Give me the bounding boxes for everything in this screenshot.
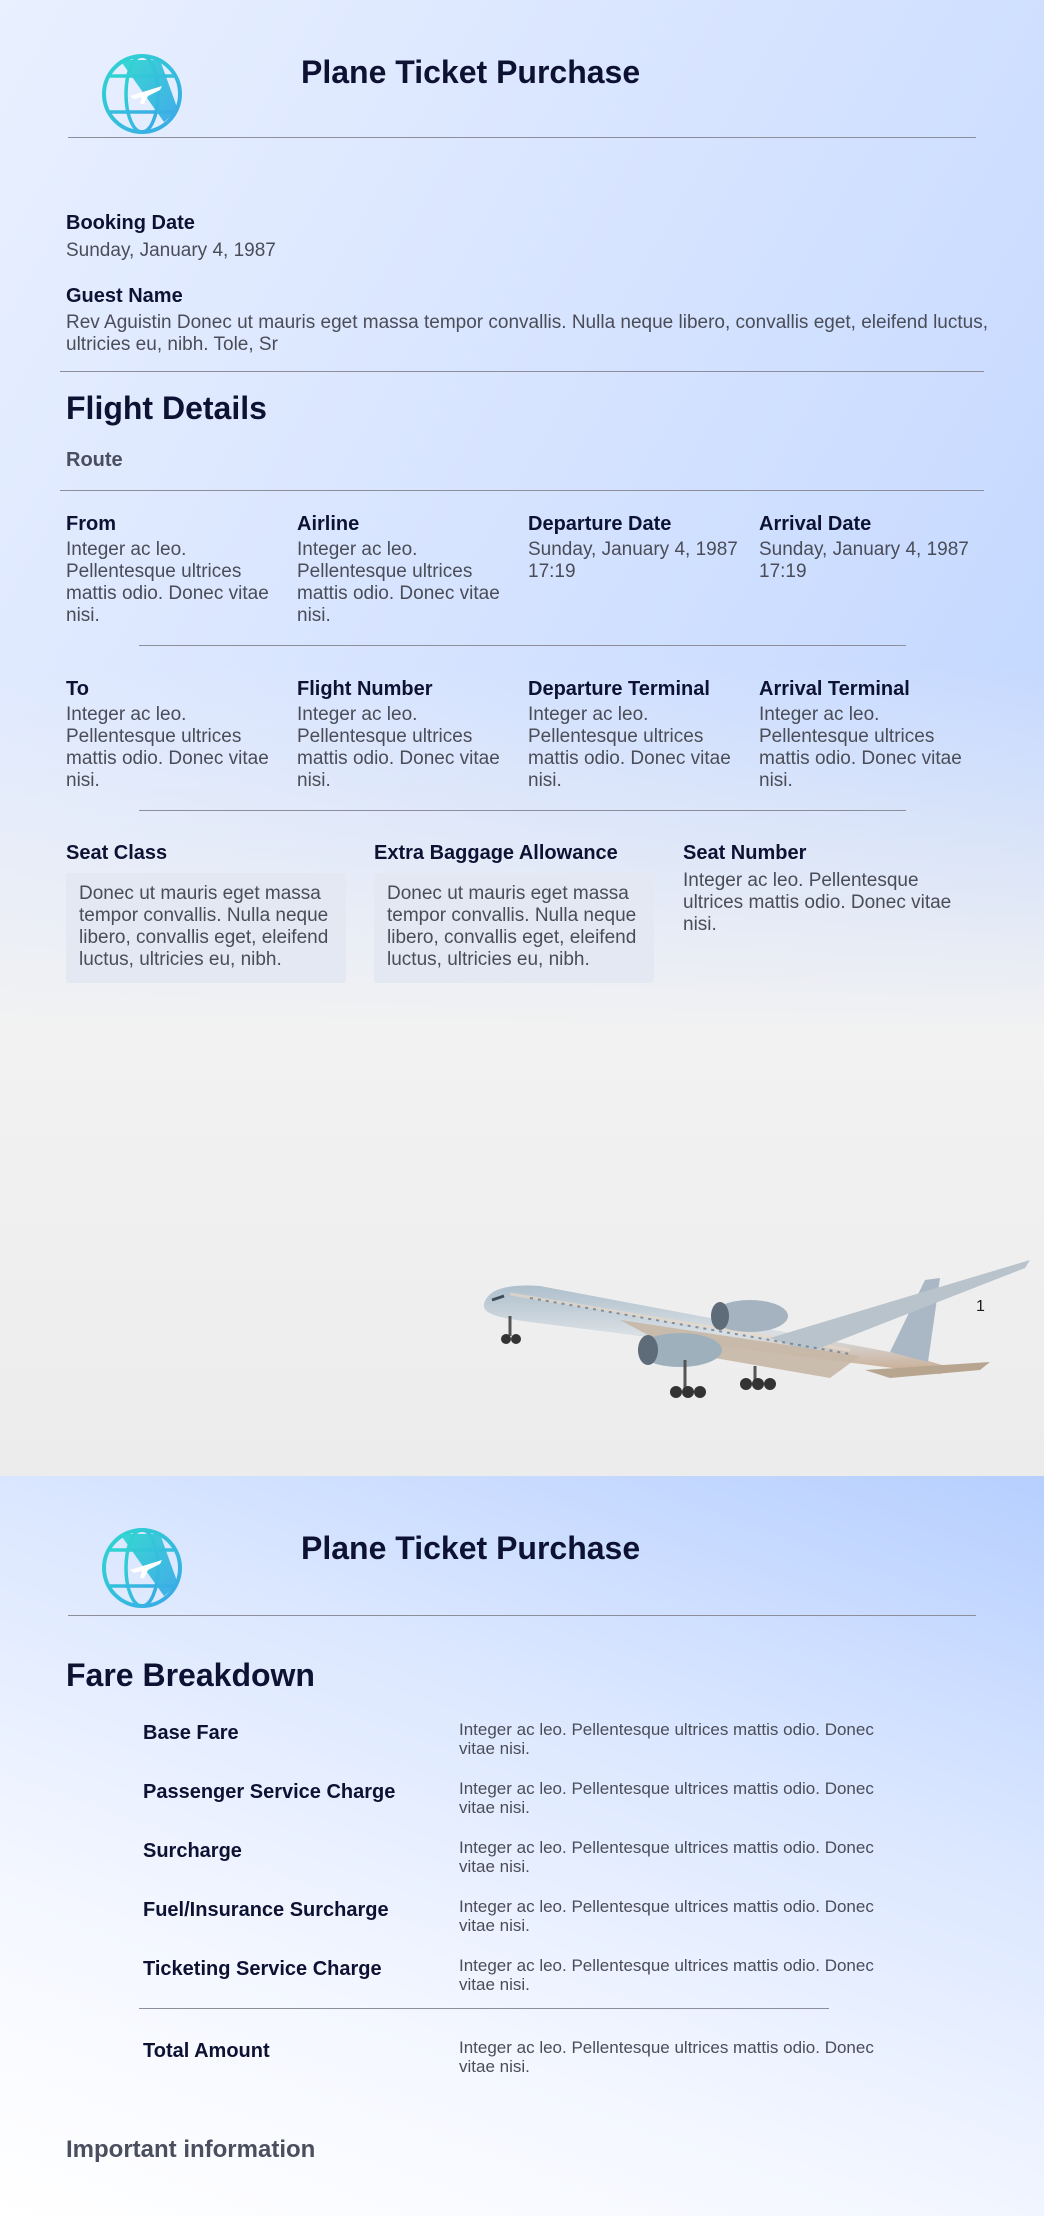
- fare-label: Passenger Service Charge: [143, 1781, 396, 1803]
- flight-number-field: [297, 678, 528, 792]
- airline-value: Integer ac leo. Pellentesque ultrices mattis odio. Donec vitae nisi.: [297, 539, 500, 626]
- globe-plane-icon: [100, 1526, 184, 1610]
- baggage-field: [374, 842, 654, 983]
- departure-date-value: Sunday, January 4, 1987 17:19: [528, 539, 738, 582]
- total-value: Integer ac leo. Pellentesque ultrices mattis odio. Donec vitae nisi.: [459, 2038, 874, 2076]
- baggage-label: Extra Baggage Allowance: [374, 842, 618, 864]
- airline-field: [297, 513, 528, 627]
- fare-value: Integer ac leo. Pellentesque ultrices mattis odio. Donec vitae nisi.: [459, 1956, 874, 1994]
- page-number: 1: [976, 1298, 985, 1315]
- departure-date-label: Departure Date: [528, 513, 672, 535]
- from-value: Integer ac leo. Pellentesque ultrices mattis odio. Donec vitae nisi.: [66, 539, 269, 626]
- fare-row: [143, 1720, 893, 1779]
- document-title: Plane Ticket Purchase: [301, 1530, 641, 1566]
- important-information-heading: Important information: [66, 2136, 316, 2163]
- route-subheading: Route: [66, 449, 123, 471]
- arrival-terminal-label: Arrival Terminal: [759, 678, 910, 700]
- airplane-photo: [470, 1260, 1040, 1420]
- section-divider: [60, 371, 984, 372]
- globe-plane-icon: [100, 52, 184, 136]
- seat-class-field: [66, 842, 346, 983]
- arrival-date-field: [759, 513, 991, 627]
- departure-date-field: [528, 513, 759, 627]
- route-row-1: [66, 513, 991, 627]
- flight-details-heading: Flight Details: [66, 390, 267, 426]
- fare-row: [143, 1956, 893, 2015]
- header-divider: [68, 1615, 976, 1616]
- fare-label: Ticketing Service Charge: [143, 1958, 382, 1980]
- to-field: [66, 678, 297, 792]
- header-divider: [68, 137, 976, 138]
- seat-number-value: Integer ac leo. Pellentesque ultrices mattis odio. Donec vitae nisi.: [683, 870, 952, 935]
- guest-name-value: Rev Aguistin Donec ut mauris eget massa tempor convallis. Nulla neque libero, convallis eget, eleifend luctus, ultricies eu, nibh. Tole, Sr: [66, 312, 988, 355]
- total-label: Total Amount: [143, 2040, 270, 2062]
- arrival-date-label: Arrival Date: [759, 513, 872, 535]
- seat-number-label: Seat Number: [683, 842, 807, 864]
- seat-number-field: [683, 842, 983, 936]
- departure-terminal-label: Departure Terminal: [528, 678, 710, 700]
- fare-value: Integer ac leo. Pellentesque ultrices mattis odio. Donec vitae nisi.: [459, 1897, 874, 1935]
- fare-total: [143, 2038, 893, 2076]
- arrival-terminal-field: [759, 678, 991, 792]
- from-field: [66, 513, 297, 627]
- route-row-2: [66, 678, 991, 792]
- seat-class-label: Seat Class: [66, 842, 168, 864]
- fare-value: Integer ac leo. Pellentesque ultrices mattis odio. Donec vitae nisi.: [459, 1779, 874, 1817]
- seat-class-value: Donec ut mauris eget massa tempor convallis. Nulla neque libero, convallis eget, eleifend luctus, ultricies eu, nibh.: [66, 873, 346, 983]
- to-label: To: [66, 678, 89, 700]
- flight-number-label: Flight Number: [297, 678, 433, 700]
- baggage-value: Donec ut mauris eget massa tempor convallis. Nulla neque libero, convallis eget, eleifend luctus, ultricies eu, nibh.: [374, 873, 654, 983]
- route-divider: [60, 490, 984, 491]
- fare-list: [143, 1720, 893, 2015]
- airline-label: Airline: [297, 513, 360, 535]
- arrival-terminal-value: Integer ac leo. Pellentesque ultrices mattis odio. Donec vitae nisi.: [759, 704, 962, 791]
- page-2: [0, 1476, 1044, 2216]
- page-header: [0, 1476, 1044, 1616]
- fare-label: Surcharge: [143, 1840, 242, 1862]
- fare-value: Integer ac leo. Pellentesque ultrices mattis odio. Donec vitae nisi.: [459, 1838, 874, 1876]
- fare-row: [143, 1779, 893, 1838]
- fare-label: Fuel/Insurance Surcharge: [143, 1899, 389, 1921]
- arrival-date-value: Sunday, January 4, 1987 17:19: [759, 539, 969, 582]
- booking-date-label: Booking Date: [66, 212, 195, 234]
- to-value: Integer ac leo. Pellentesque ultrices mattis odio. Donec vitae nisi.: [66, 704, 269, 791]
- row-divider: [139, 645, 906, 646]
- row-divider: [139, 810, 906, 811]
- fare-row: [143, 1897, 893, 1956]
- departure-terminal-field: [528, 678, 759, 792]
- page-header: [0, 0, 1044, 140]
- booking-section: [66, 212, 991, 356]
- document-title: Plane Ticket Purchase: [301, 54, 641, 90]
- total-divider: [139, 2008, 829, 2009]
- from-label: From: [66, 513, 116, 535]
- flight-number-value: Integer ac leo. Pellentesque ultrices mattis odio. Donec vitae nisi.: [297, 704, 500, 791]
- fare-row: [143, 1838, 893, 1897]
- fare-breakdown-heading: Fare Breakdown: [66, 1657, 315, 1693]
- fare-label: Base Fare: [143, 1722, 239, 1744]
- departure-terminal-value: Integer ac leo. Pellentesque ultrices mattis odio. Donec vitae nisi.: [528, 704, 731, 791]
- total-row: [143, 2038, 893, 2076]
- fare-value: Integer ac leo. Pellentesque ultrices mattis odio. Donec vitae nisi.: [459, 1720, 874, 1758]
- booking-date-value: Sunday, January 4, 1987: [66, 240, 276, 261]
- guest-name-label: Guest Name: [66, 285, 183, 307]
